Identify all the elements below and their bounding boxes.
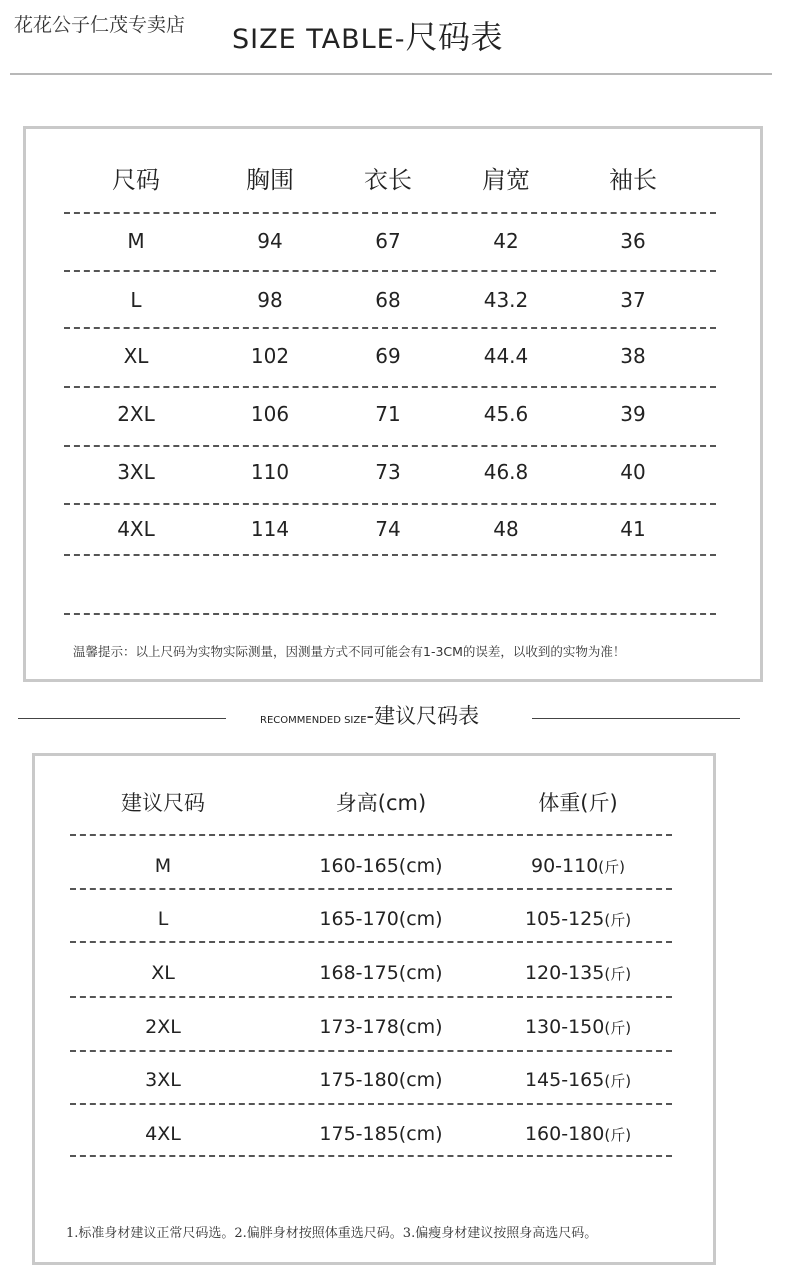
size-table-row-divider (64, 327, 716, 329)
recommended-weight-cell (531, 855, 625, 877)
size-table-cell: 69 (375, 344, 401, 368)
size-table-row-divider (64, 270, 716, 272)
recommended-row-divider (70, 941, 672, 943)
recommended-cell: 160-165(cm) (319, 855, 443, 877)
size-table-cell: 45.6 (483, 402, 529, 426)
size-table-row-divider (64, 554, 716, 556)
recommended-weight-cell (525, 908, 631, 930)
size-table-cell: 102 (250, 344, 290, 368)
recommended-header: 身高(cm) (335, 791, 427, 815)
size-table-header: 胸围 (246, 166, 294, 194)
size-table-cell: 40 (620, 460, 646, 484)
recommended-row-divider (70, 1103, 672, 1105)
weight-value: 160-180 (524, 1123, 605, 1145)
size-table-row-divider (64, 445, 716, 447)
size-table-cell: 46.8 (483, 460, 529, 484)
weight-unit: (斤) (604, 1019, 632, 1037)
size-table-cell: 74 (375, 517, 401, 541)
size-table-header: 袖长 (609, 166, 657, 194)
size-table-cell: 2XL (117, 402, 155, 426)
size-table-header: 肩宽 (482, 166, 530, 194)
weight-unit: (斤) (604, 965, 632, 983)
size-table-cell: 67 (375, 229, 401, 253)
recommended-row-divider (70, 1155, 672, 1157)
size-table-cell: 98 (257, 288, 283, 312)
recommended-cell: 4XL (145, 1123, 181, 1145)
page-title-zh: 尺码表 (405, 18, 503, 56)
recommended-cell: 165-170(cm) (319, 908, 443, 930)
recommended-cell: M (154, 855, 172, 877)
recommended-row-divider (70, 996, 672, 998)
recommended-divider-left (18, 718, 226, 719)
size-table-header: 尺码 (112, 166, 160, 194)
size-table-cell: XL (123, 344, 149, 368)
recommended-weight-cell (525, 1016, 631, 1038)
weight-unit: (斤) (598, 858, 626, 876)
recommended-title-zh: -建议尺码表 (366, 704, 480, 728)
recommended-weight-cell (525, 962, 631, 984)
size-table-cell: 71 (375, 402, 401, 426)
size-table-row-divider (64, 503, 716, 505)
size-table-note: 温馨提示：以上尺码为实物实际测量，因测量方式不同可能会有1-3CM的误差，以收到的实物为准！ (73, 644, 626, 659)
recommended-cell: 175-180(cm) (319, 1069, 443, 1091)
recommended-cell: L (157, 908, 169, 930)
size-table-cell: 73 (375, 460, 401, 484)
size-table-cell: 106 (250, 402, 290, 426)
weight-value: 90-110 (530, 855, 599, 877)
weight-value: 105-125 (524, 908, 605, 930)
recommended-cell: XL (151, 962, 175, 984)
weight-unit: (斤) (604, 911, 632, 929)
size-table-cell: 3XL (117, 460, 155, 484)
recommended-row-divider (70, 1050, 672, 1052)
recommended-weight-cell (525, 1069, 631, 1091)
recommended-row-divider (70, 834, 672, 836)
recommended-cell: 168-175(cm) (319, 962, 443, 984)
size-table-cell: 94 (257, 229, 283, 253)
recommended-header: 建议尺码 (121, 791, 205, 815)
size-table-header: 衣长 (364, 166, 412, 194)
weight-unit: (斤) (604, 1072, 632, 1090)
weight-value: 120-135 (524, 962, 605, 984)
size-table-cell: 110 (250, 460, 290, 484)
size-table-cell: 44.4 (483, 344, 529, 368)
title-divider (10, 73, 772, 75)
recommended-title-en: RECOMMENDED SIZE (260, 715, 367, 726)
recommended-weight-cell (525, 1123, 631, 1145)
size-table-row-divider (64, 386, 716, 388)
size-table-row-divider (64, 212, 716, 214)
recommended-header: 体重(斤) (538, 791, 618, 815)
recommended-size-panel (32, 753, 716, 1265)
size-table-cell: 36 (620, 229, 646, 253)
size-table-cell: 48 (493, 517, 519, 541)
size-table-cell: 43.2 (483, 288, 529, 312)
size-table-row-divider (64, 613, 716, 615)
weight-unit: (斤) (604, 1126, 632, 1144)
size-table-cell: 39 (620, 402, 646, 426)
page-title (232, 12, 503, 58)
shop-watermark: 花花公子仁茂专卖店 (14, 14, 186, 36)
weight-value: 130-150 (524, 1016, 605, 1038)
recommended-cell: 175-185(cm) (319, 1123, 443, 1145)
size-table-cell: 4XL (117, 517, 155, 541)
recommended-divider-right (532, 718, 740, 719)
size-table-cell: L (130, 288, 142, 312)
recommended-cell: 2XL (145, 1016, 181, 1038)
size-table-cell: 68 (375, 288, 401, 312)
size-table-cell: M (127, 229, 145, 253)
recommended-row-divider (70, 888, 672, 890)
recommended-cell: 173-178(cm) (319, 1016, 443, 1038)
size-table-cell: 37 (620, 288, 646, 312)
recommended-title (260, 700, 479, 730)
size-table-cell: 114 (250, 517, 290, 541)
weight-value: 145-165 (524, 1069, 605, 1091)
recommended-note: 1.标准身材建议正常尺码选。2.偏胖身材按照体重选尺码。3.偏瘦身材建议按照身高选尺码。 (66, 1226, 598, 1241)
size-table-cell: 38 (620, 344, 646, 368)
page-title-en: SIZE TABLE- (232, 24, 406, 55)
size-table-cell: 41 (620, 517, 646, 541)
recommended-cell: 3XL (145, 1069, 181, 1091)
size-table-cell: 42 (493, 229, 519, 253)
